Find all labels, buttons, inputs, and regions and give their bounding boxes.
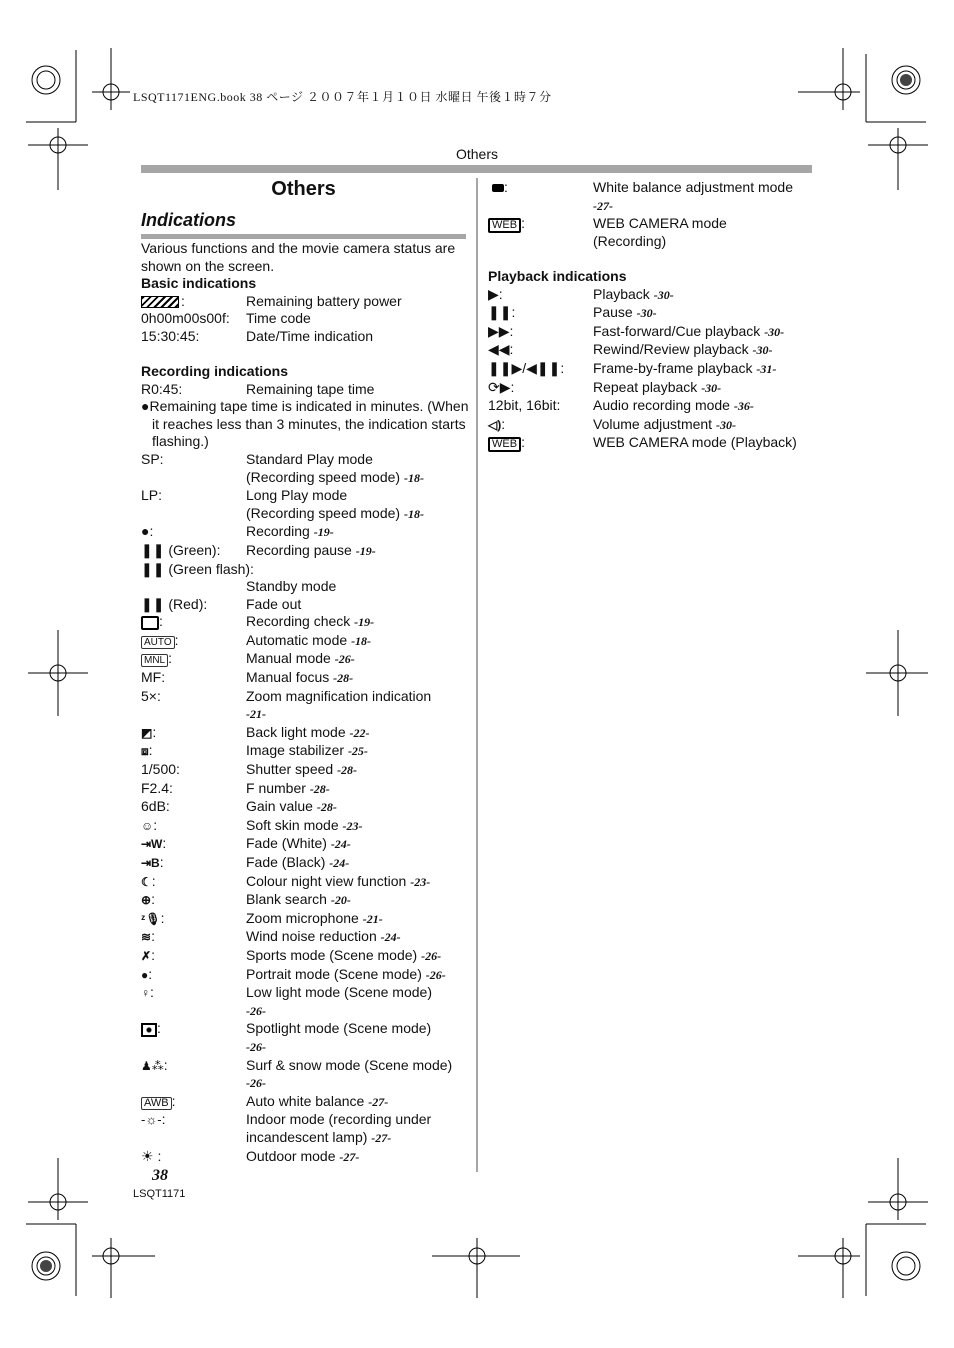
list-item: MF: Manual focus -28- xyxy=(141,669,354,686)
web-camera-icon: WEB xyxy=(488,218,521,233)
image-stabilizer-icon: ⧈ xyxy=(141,744,149,759)
list-item: ⇥B: Fade (Black) -24- xyxy=(141,854,350,870)
list-item: 6dB: Gain value -28- xyxy=(141,798,337,815)
white-balance-adjust-icon xyxy=(492,184,504,192)
list-item: ⟳▶: Repeat playback -30- xyxy=(488,378,722,395)
awb-icon: AWB xyxy=(141,1097,172,1110)
list-item: : Spotlight mode (Scene mode) -26- xyxy=(141,1020,471,1056)
book-header: LSQT1171ENG.book 38 ページ ２００７年１月１０日 水曜日 午後１時７分 xyxy=(133,90,552,104)
page-subtitle: Indications xyxy=(141,210,237,230)
intro-paragraph: Various functions and the movie camera status are shown on the screen. xyxy=(141,240,456,274)
page-title: Others xyxy=(271,178,336,200)
zoom-mic-icon: ᶻ🎙 xyxy=(141,911,161,926)
list-item: LP: Long Play mode (Recording speed mode) -18- xyxy=(141,487,424,521)
list-item: ✗: Sports mode (Scene mode) -26- xyxy=(141,946,442,963)
soft-skin-icon: ☺ xyxy=(141,818,154,833)
list-item: ❚❚ (Green flash): xyxy=(141,560,254,577)
column-divider xyxy=(476,178,478,1172)
list-item: ❚❚: Pause -30- xyxy=(488,304,657,321)
list-item: 12bit, 16bit: Audio recording mode -36- xyxy=(488,397,754,414)
list-item: ◁): Volume adjustment -30- xyxy=(488,415,736,432)
list-item: ❚❚ (Red): Fade out xyxy=(141,595,302,612)
fade-black-icon: ⇥B xyxy=(141,856,160,870)
list-item: ▶▶: Fast-forward/Cue playback -30- xyxy=(488,322,785,339)
spotlight-icon xyxy=(141,1023,157,1037)
right-column xyxy=(488,179,818,452)
low-light-icon: ♀ xyxy=(141,986,150,1001)
list-item: ☾: Colour night view function -23- xyxy=(141,872,431,889)
list-item: : Recording check -19- xyxy=(141,613,471,632)
blank-search-icon: ⊕ xyxy=(141,893,152,908)
web-camera-icon: WEB xyxy=(488,437,521,452)
list-item: ≋: Wind noise reduction -24- xyxy=(141,928,401,945)
list-item: MNL : Manual mode -26- xyxy=(141,650,471,669)
page-number: 38 xyxy=(152,1167,168,1184)
list-item: ☀ : Outdoor mode -27- xyxy=(141,1147,360,1164)
wind-noise-icon: ≋ xyxy=(141,930,152,945)
list-item: ●: Recording -19- xyxy=(141,523,334,540)
list-item: ◀◀: Rewind/Review playback -30- xyxy=(488,341,773,358)
list-item: F2.4: F number -28- xyxy=(141,779,330,796)
list-item: ⊕: Blank search -20- xyxy=(141,891,351,908)
backlight-icon: ◩ xyxy=(141,725,153,740)
left-column xyxy=(141,275,471,1166)
list-item: ⧈: Image stabilizer -25- xyxy=(141,742,368,759)
playback-list xyxy=(488,286,818,453)
list-item: WEB : WEB CAMERA mode (Recording) xyxy=(488,215,818,250)
list-item: 5×: Zoom magnification indication -21- xyxy=(141,687,432,722)
recording-heading: Recording indications xyxy=(141,362,289,379)
recording-icon-list xyxy=(141,724,471,984)
list-item: : Remaining battery power xyxy=(141,293,471,311)
list-item: 15:30:45: Date/Time indication xyxy=(141,327,374,344)
list-item: ♟⁂: Surf & snow mode (Scene mode) -26- xyxy=(141,1056,453,1091)
basic-heading: Basic indications xyxy=(141,275,257,291)
portrait-icon: ● xyxy=(141,967,149,982)
recording-check-icon xyxy=(141,616,159,630)
playback-heading: Playback indications xyxy=(488,267,627,284)
list-item: ◩: Back light mode -22- xyxy=(141,723,370,740)
list-item: AUTO : Automatic mode -18- xyxy=(141,632,471,651)
remaining-tape-note: ●Remaining tape time is indicated in minutes. (When it reaches less than 3 minutes, the indication starts flashing.) xyxy=(141,398,469,450)
battery-icon xyxy=(141,296,179,308)
list-item: ❚❚▶/◀❚❚: Frame-by-frame playback -31- xyxy=(488,359,777,376)
manual-mode-icon: MNL xyxy=(141,654,168,667)
volume-icon: ◁) xyxy=(488,417,502,432)
list-item: : White balance adjustment mode -27- xyxy=(488,179,818,215)
list-item: ♀: Low light mode (Scene mode) -26- xyxy=(141,984,432,1018)
list-item: ☺: Soft skin mode -23- xyxy=(141,816,363,833)
list-item: ❚❚ (Green): Recording pause -19- xyxy=(141,541,376,558)
list-item: ⇥W: Fade (White) -24- xyxy=(141,835,351,852)
surf-snow-icon: ♟⁂ xyxy=(141,1058,164,1073)
list-item: R0:45: Remaining tape time xyxy=(141,380,375,397)
list-item: 1/500: Shutter speed -28- xyxy=(141,761,358,778)
list-item: ●: Portrait mode (Scene mode) -26- xyxy=(141,965,446,982)
section-header: Others xyxy=(455,146,498,162)
list-item-value: Standby mode xyxy=(246,578,337,595)
top-rule xyxy=(141,165,812,173)
indoor-icon: -☼- xyxy=(141,1112,162,1128)
list-item: ▶: Playback -30- xyxy=(488,285,674,302)
colour-night-icon: ☾ xyxy=(141,874,152,889)
list-item: AWB : Auto white balance -27- xyxy=(141,1093,471,1112)
fade-white-icon: ⇥W xyxy=(141,837,163,852)
sports-icon: ✗ xyxy=(141,948,152,963)
list-item: 0h00m00s00f: Time code xyxy=(141,310,311,327)
outdoor-icon: ☀ xyxy=(141,1147,154,1164)
list-item: -☼-: Indoor mode (recording under incandescent lamp) -27- xyxy=(141,1111,432,1145)
auto-mode-icon: AUTO xyxy=(141,636,175,649)
list-item: WEB : WEB CAMERA mode (Playback) xyxy=(488,434,818,452)
list-item: ᶻ🎙: Zoom microphone -21- xyxy=(141,909,383,926)
subtitle-rule xyxy=(141,234,466,239)
list-item: SP: Standard Play mode (Recording speed mode) -18- xyxy=(141,450,424,485)
model-code: LSQT1171 xyxy=(133,1188,186,1200)
